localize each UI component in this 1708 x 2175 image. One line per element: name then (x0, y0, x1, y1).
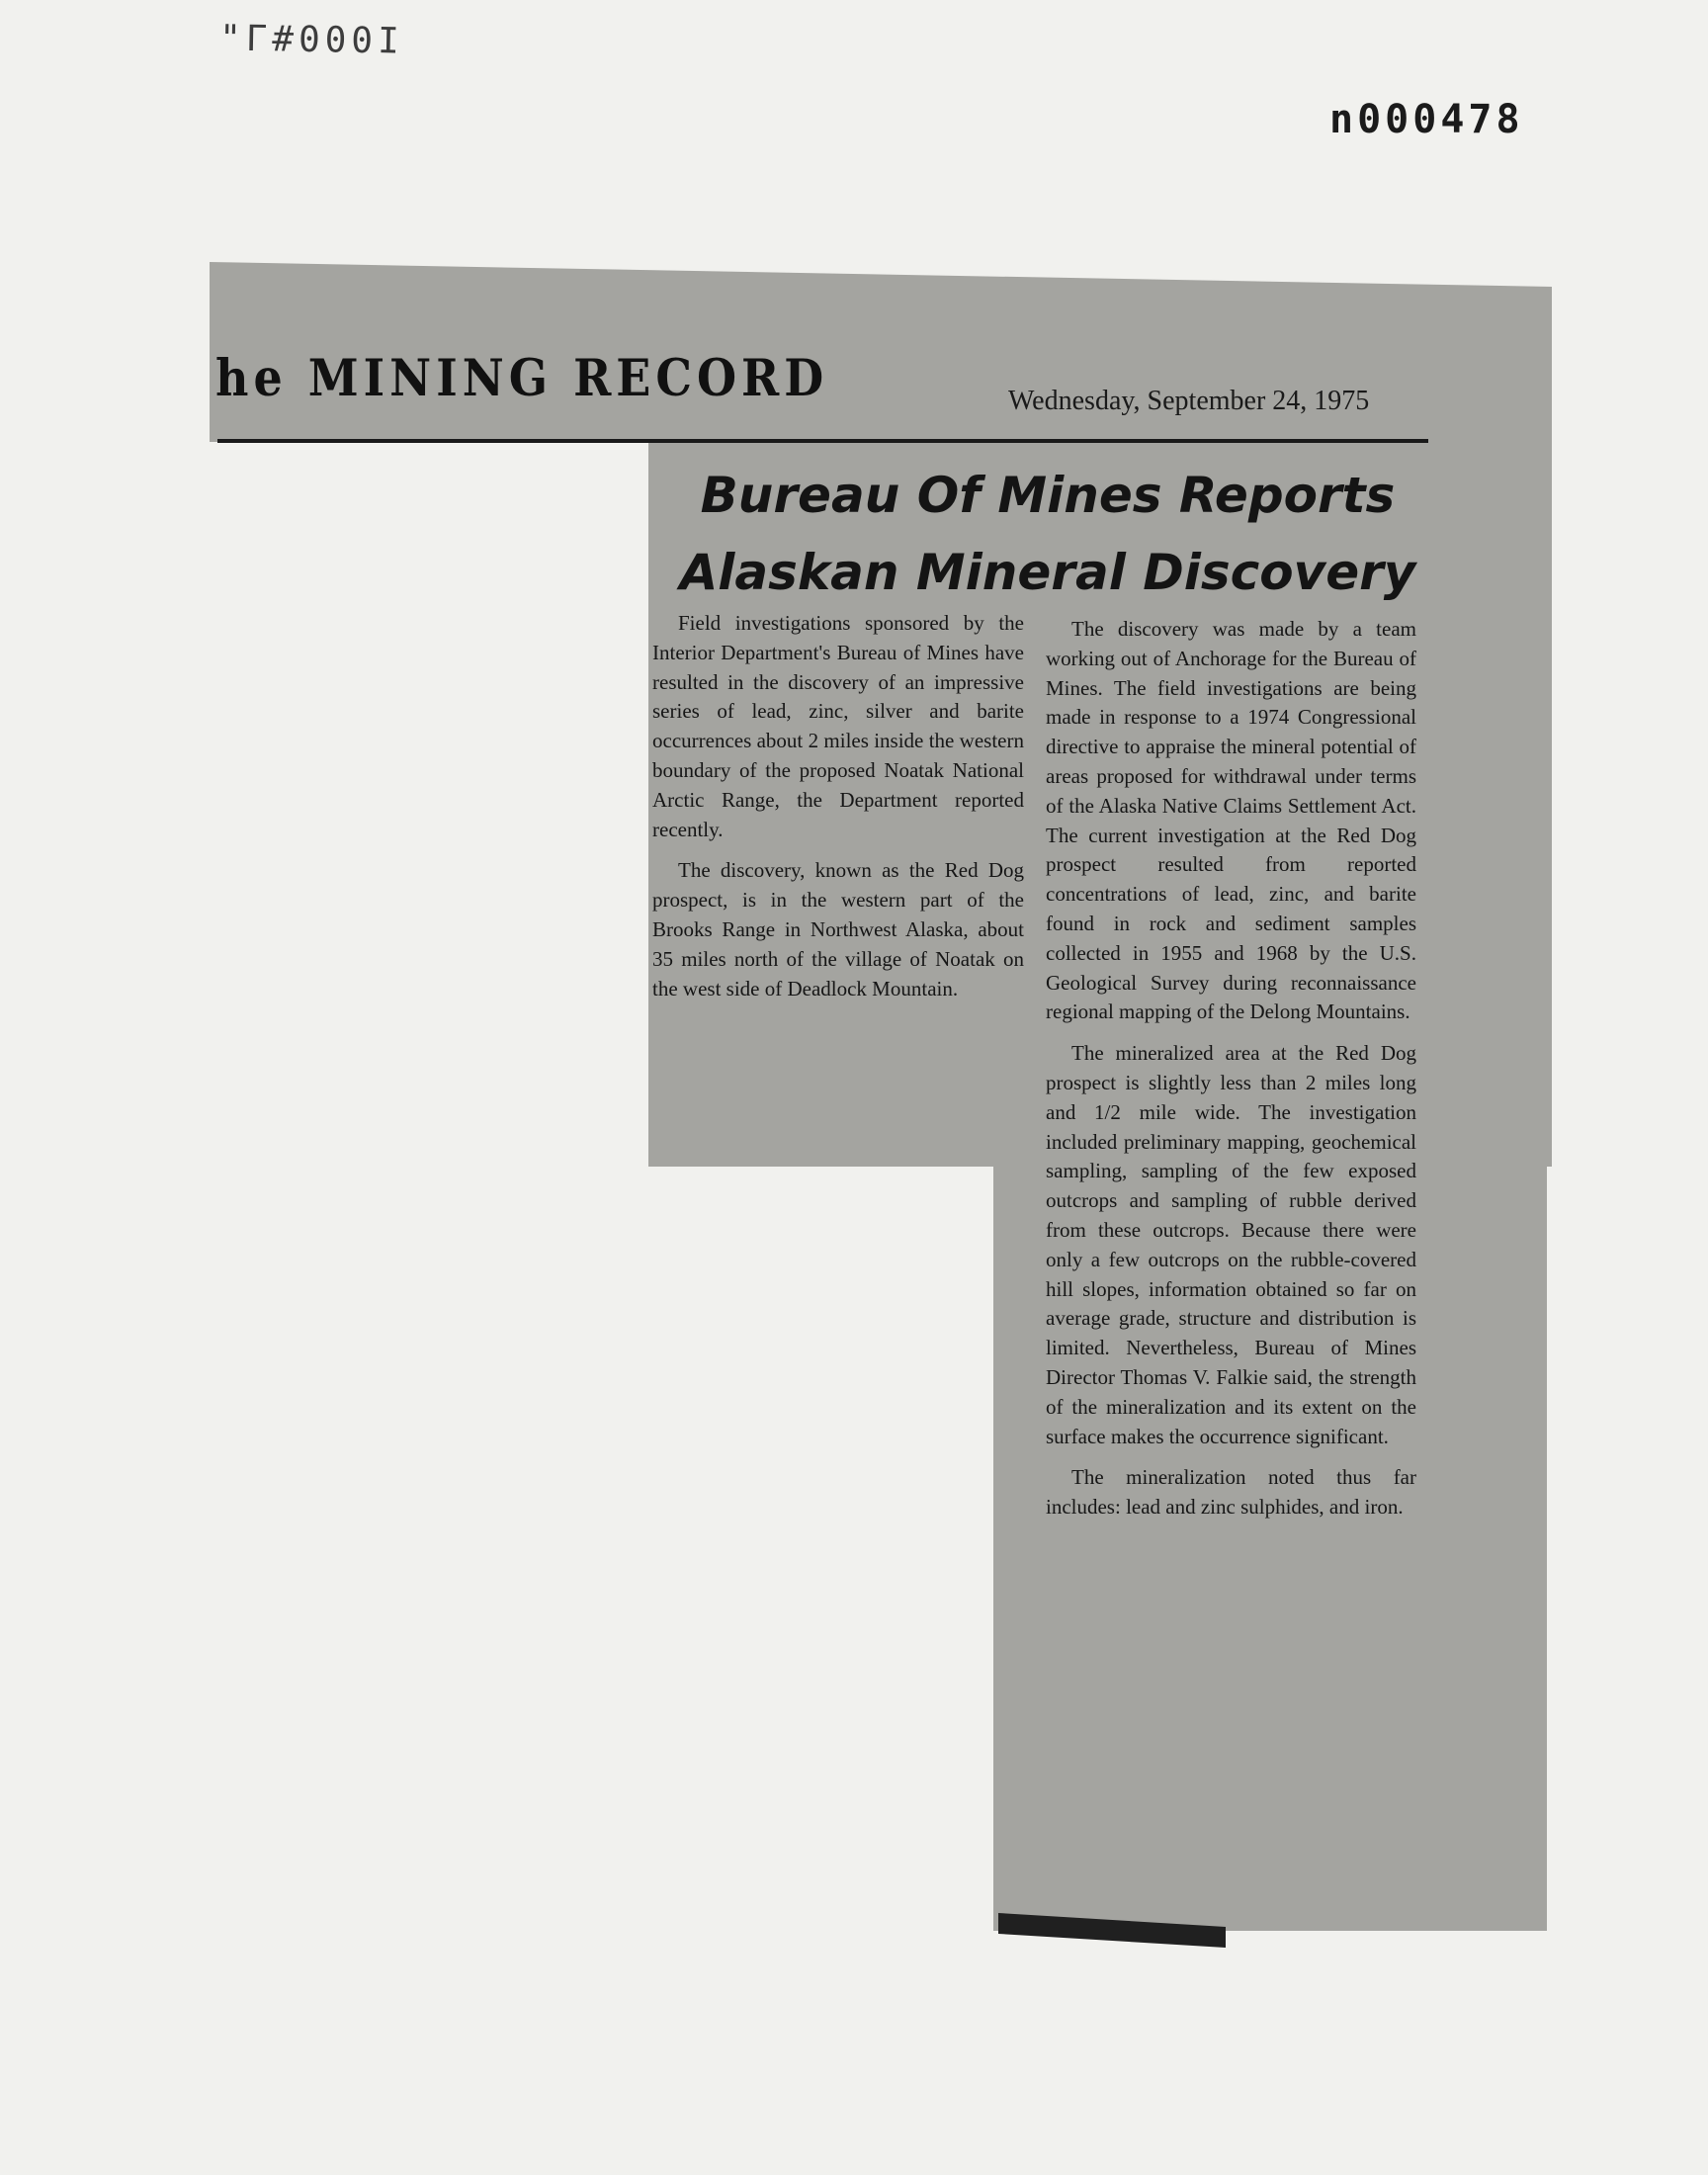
article-column-left (652, 609, 1024, 1015)
article-paragraph: The discovery was made by a team working out of Anchorage for the Bureau of Mines. The field investigations are being made in response to a 1974 Congressional directive to appraise the mineral potential of areas proposed for withdrawal under terms of the Alaska Native Claims Settlement Act. The current investigation at the Red Dog prospect resulted from reported concentrations of lead, zinc, and barite found in rock and sediment samples collected in 1955 and 1968 by the U.S. Geological Survey during reconnaissance regional mapping of the Delong Mountains. (1046, 617, 1416, 1024)
article-paragraph: The discovery, known as the Red Dog prospect, is in the western part of the Brooks Range in Northwest Alaska, about 35 miles north of the village of Noatak on the west side of Deadlock Mountain. (652, 858, 1024, 1000)
article-paragraph: The mineralization noted thus far includes: lead and zinc sulphides, and iron. (1046, 1465, 1416, 1520)
issue-date: Wednesday, September 24, 1975 (1008, 386, 1370, 416)
document-id-stamp: n000478 (1329, 97, 1524, 142)
newspaper-masthead: he MINING RECORD (215, 347, 829, 408)
headline-line-2: Alaskan Mineral Discovery (679, 544, 1416, 601)
article-paragraph: The mineralized area at the Red Dog prospect is slightly less than 2 miles long and 1/2 mile wide. The investigation included preliminary mapping, geochemical sampling, sampling of the few exposed outcrops and sampling of rubble derived from these outcrops. Because there were only a few outcrops on the rubble-covered hill slopes, information obtained so far on average grade, structure and distribution is limited. Nevertheless, Bureau of Mines Director Thomas V. Falkie said, the strength of the mineralization and its extent on the surface makes the occurrence significant. (1046, 1041, 1416, 1448)
article-paragraph: Field investigations sponsored by the Interior Department's Bureau of Mines have resulted in the discovery of an impressive series of lead, zinc, silver and barite occurrences about 2 miles inside the western boundary of the proposed Noatak National Arctic Range, the Department reported recently. (652, 611, 1024, 841)
article-headline (667, 457, 1428, 611)
masthead-rule (217, 439, 1428, 443)
article-column-right (1046, 615, 1416, 1534)
archive-page-stamp: "Г#000І (218, 18, 405, 62)
headline-line-1: Bureau Of Mines Reports (700, 467, 1396, 524)
